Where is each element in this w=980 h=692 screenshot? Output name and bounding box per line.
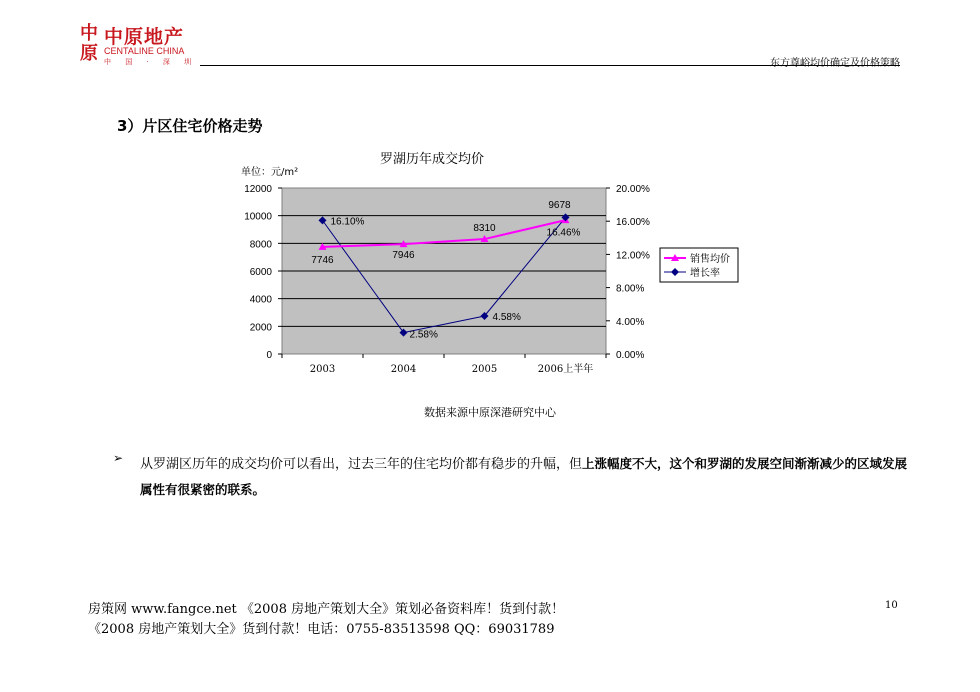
growth-data-label: 4.58% xyxy=(492,311,521,323)
y-left-tick-label: 6000 xyxy=(249,267,272,278)
footer-line-2: 《2008 房地产策划大全》货到付款！电话：0755-83513598 QQ：69031789 xyxy=(88,622,555,637)
page-number: 10 xyxy=(885,600,898,611)
logo-mark: 中 原 xyxy=(80,23,98,64)
legend-label: 增长率 xyxy=(690,268,720,279)
x-tick-label: 2004 xyxy=(390,364,417,375)
y-left-tick-label: 0 xyxy=(266,350,272,361)
y-left-tick-label: 4000 xyxy=(249,294,272,306)
y-left-tick-label: 8000 xyxy=(249,239,272,251)
logo-location: 中 国 · 深 圳 xyxy=(104,58,198,66)
logo-chinese-name: 中原地产 xyxy=(104,26,185,48)
y-right-tick-label: 0.00% xyxy=(616,350,645,361)
paragraph-bold-text: 上涨幅度不大，这个和罗湖的发展空间渐渐减少的区域发展属性有很紧密的联系。 xyxy=(140,456,908,497)
document-title: 东方尊峪均价确定及价格策略 xyxy=(770,58,900,69)
x-tick-label: 2003 xyxy=(309,364,336,375)
y-left-tick-label: 10000 xyxy=(244,211,272,223)
source-note: 数据来源中原深港研究中心 xyxy=(424,406,556,419)
chart-title: 罗湖历年成交均价 xyxy=(379,152,485,167)
growth-data-label: 16.46% xyxy=(546,227,581,239)
y-left-tick-label: 12000 xyxy=(244,184,272,195)
y-right-tick-label: 8.00% xyxy=(616,283,645,295)
legend-label: 销售均价 xyxy=(690,254,730,265)
paragraph-normal-text: 从罗湖区历年的成交均价可以看出，过去三年的住宅均价都有稳步的升幅，但 xyxy=(140,457,583,472)
x-tick-label: 2005 xyxy=(471,364,498,375)
section-title: 3）片区住宅价格走势 xyxy=(117,117,263,135)
growth-data-label: 16.10% xyxy=(330,216,365,228)
price-data-label: 8310 xyxy=(473,223,496,235)
analysis-paragraph xyxy=(140,451,915,503)
logo-english-name: CENTALINE CHINA xyxy=(104,46,185,56)
unit-label: 单位：元/m² xyxy=(241,167,299,178)
y-right-tick-label: 4.00% xyxy=(616,316,645,328)
growth-data-label: 2.58% xyxy=(409,329,438,341)
price-data-label: 7946 xyxy=(392,250,415,262)
x-tick-label: 2006上半年 xyxy=(537,364,594,375)
y-right-tick-label: 16.00% xyxy=(616,217,650,229)
price-data-label: 9678 xyxy=(548,200,571,212)
y-left-tick-label: 2000 xyxy=(249,322,272,334)
price-data-label: 7746 xyxy=(311,254,334,266)
bullet-arrow-icon: ➢ xyxy=(113,451,124,465)
y-right-tick-label: 20.00% xyxy=(616,184,650,195)
y-right-tick-label: 12.00% xyxy=(616,250,650,262)
footer-line-1: 房策网 www.fangce.net 《2008 房地产策划大全》策划必备资料库！货到付款！ xyxy=(88,602,565,617)
footer xyxy=(88,600,564,640)
